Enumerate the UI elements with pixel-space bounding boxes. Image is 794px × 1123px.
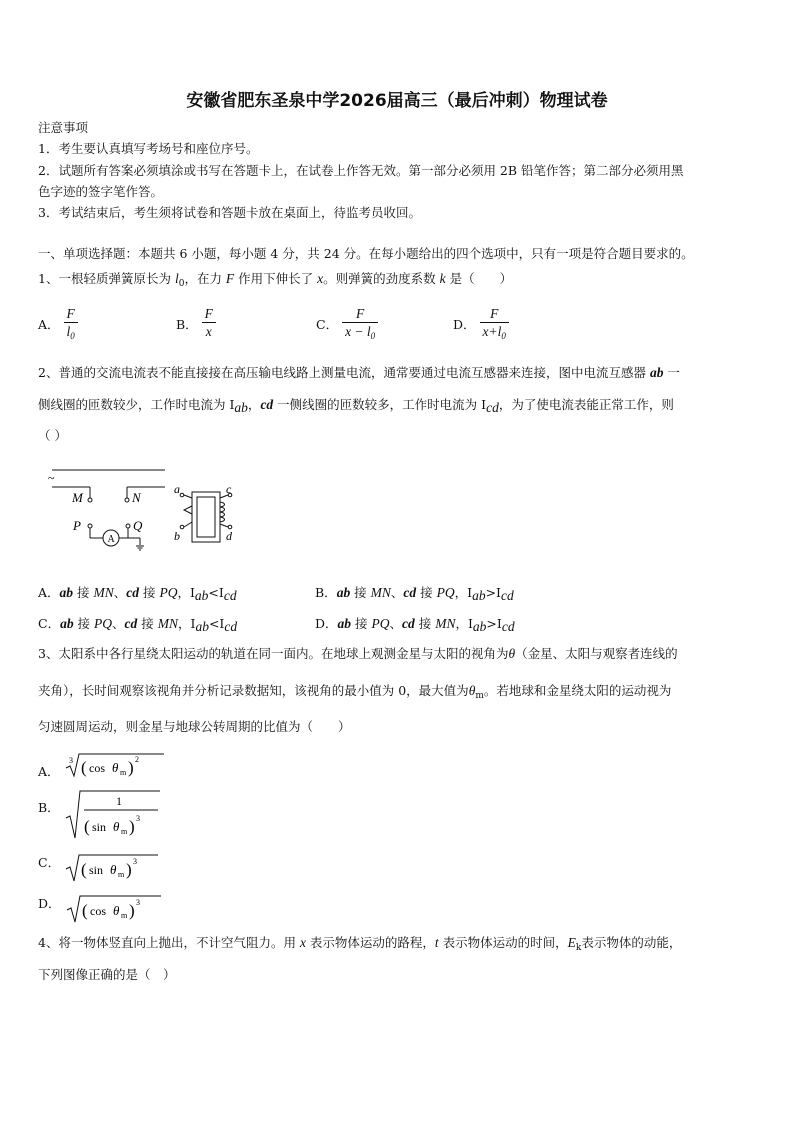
q2-text: 侧线圈的匝数较少，工作时电流为 I: [38, 397, 235, 412]
q3-text: 3、太阳系中各行星绕太阳运动的轨道在同一面内。在地球上观测金星与太阳的视角为: [38, 646, 509, 661]
q3-text: 夹角），长时间观察该视角并分析记录数据知，该视角的最小值为 0，最大值为: [38, 683, 469, 698]
sub-m: m: [120, 911, 127, 920]
question-4-stem-line-2: 下列图像正确的是（ ）: [38, 967, 176, 982]
opt-text: 、: [113, 585, 127, 600]
opt-text: 接: [73, 616, 95, 631]
q4-var-e: E: [567, 935, 576, 950]
option-label: D．: [315, 616, 338, 631]
label-d: d: [226, 529, 232, 543]
opt-text: 、: [112, 616, 125, 631]
denominator: x − l: [345, 324, 371, 339]
q1-text: 。则弹簧的劲度系数: [323, 271, 440, 286]
opt-word: PQ: [94, 616, 113, 631]
power: 3: [133, 857, 138, 866]
opt-word: ab: [60, 616, 74, 631]
func-name: sin: [91, 820, 106, 834]
opt-word: PQ: [436, 585, 455, 600]
label-m: M: [72, 490, 83, 505]
opt-text: 接: [414, 616, 436, 631]
opt-text: 接: [350, 585, 371, 600]
opt-word: PQ: [159, 585, 178, 600]
q3-option-d: [38, 892, 175, 924]
sub-m: m: [118, 870, 125, 879]
opt-relation: >I: [486, 616, 502, 631]
option-label: B．: [38, 799, 60, 815]
fraction: [342, 306, 378, 345]
q2-text: 一: [663, 365, 680, 380]
q1-var-l: l: [174, 271, 179, 286]
q4-var-t: t: [434, 935, 439, 950]
paren-open: (: [83, 817, 90, 836]
power: 3: [135, 814, 140, 823]
question-3-stem-line-1: [38, 645, 758, 663]
opt-word: ab: [336, 585, 351, 600]
notice-item-2: 2．试题所有答案必须填涂或书写在答题卡上，在试卷上作答无效。第一部分必须用 2B 铅笔作答；第二部分必须用黑: [38, 163, 684, 178]
power: 3: [135, 898, 140, 907]
q1-text: 是（ ）: [445, 271, 513, 286]
q1-text: 1、一根轻质弹簧原长为: [38, 271, 175, 286]
notice-item-1: 1．考生要认真填写考场号和座位序号。: [38, 141, 259, 156]
q1-var-x: x: [317, 271, 324, 286]
label-c: c: [226, 482, 232, 496]
paren-close: ): [128, 901, 135, 920]
fraction: [202, 306, 216, 345]
denominator-sub: 0: [70, 331, 75, 341]
opt-word: cd: [124, 616, 138, 631]
q2-sub-ab: ab: [234, 400, 248, 415]
opt-word: cd: [126, 585, 139, 600]
label-n: N: [132, 490, 141, 505]
opt-text: 接: [137, 616, 158, 631]
opt-relation: <I: [208, 616, 225, 631]
option-label: B．: [176, 317, 198, 332]
question-1-stem: [38, 270, 758, 293]
q2-text: ，: [247, 397, 261, 412]
question-2-stem-line-2: [38, 396, 758, 417]
paren-close: ): [127, 758, 134, 777]
opt-sub: cd: [224, 619, 238, 634]
opt-sub: ab: [472, 588, 486, 603]
q2-text: 一侧线圈的匝数较多，工作时电流为 I: [273, 397, 487, 412]
transformer-circuit-diagram: [40, 462, 250, 562]
label-b: b: [174, 529, 180, 543]
sqrt-expression: [65, 892, 175, 924]
opt-text: ，I: [178, 616, 196, 631]
opt-sub: ab: [194, 588, 209, 603]
q2-sub-cd: cd: [486, 400, 499, 415]
q3-text: （金星、太阳与观察者连线的: [515, 646, 678, 661]
q2-text: ，为了使电流表能正常工作，则: [498, 397, 674, 412]
opt-word: cd: [403, 585, 417, 600]
func-name: cos: [89, 904, 106, 918]
cube-root-expression: [64, 748, 174, 780]
q1-sub: 0: [178, 279, 185, 289]
q2-option-a: [38, 583, 237, 604]
opt-word: MN: [370, 585, 391, 600]
terminal-n: [125, 498, 129, 502]
func-name: cos: [88, 761, 105, 775]
q1-text: 作用下伸长了: [234, 271, 318, 286]
option-label: C．: [316, 317, 339, 332]
sqrt-fraction-expression: [64, 788, 174, 840]
q3-option-a: [38, 748, 174, 780]
q3-text: 。若地球和金星绕太阳的运动视为: [483, 683, 672, 698]
section-1-heading: 一、单项选择题：本题共 6 小题，每小题 4 分，共 24 分。在每小题给出的四个选项中，只有一项是符合题目要求的。: [38, 246, 694, 261]
label-ac-source: ~: [48, 471, 55, 485]
option-label: B．: [315, 585, 337, 600]
theta: θ: [112, 903, 119, 918]
opt-text: 接: [73, 585, 94, 600]
opt-text: 、: [390, 585, 404, 600]
opt-word: MN: [157, 616, 178, 631]
option-label: A．: [38, 763, 60, 779]
q1-option-b: [176, 306, 216, 345]
q4-sub-k: k: [575, 943, 582, 953]
numerator: F: [202, 306, 216, 323]
sub-m: m: [119, 768, 126, 777]
opt-text: 接: [351, 616, 372, 631]
opt-text: 接: [139, 585, 160, 600]
q1-option-c: [316, 306, 378, 345]
opt-sub: ab: [472, 619, 487, 634]
opt-sub: cd: [500, 588, 514, 603]
power: 2: [134, 755, 139, 764]
theta: θ: [112, 819, 120, 834]
label-q: Q: [133, 518, 143, 533]
func-name: sin: [89, 863, 104, 877]
terminal-p: [88, 524, 92, 528]
theta: θ: [111, 760, 118, 775]
denominator: x+l: [482, 324, 502, 339]
exam-title: 安徽省肥东圣泉中学2026届高三（最后冲刺）物理试卷: [186, 91, 608, 111]
paren-open: (: [80, 758, 87, 777]
fraction: [480, 306, 509, 345]
label-a: a: [174, 482, 180, 496]
opt-word: ab: [59, 585, 74, 600]
q1-option-a: [38, 306, 78, 345]
numerator: F: [480, 306, 509, 323]
sqrt-expression: [64, 851, 174, 883]
opt-text: 接: [416, 585, 437, 600]
opt-sub: cd: [223, 588, 237, 603]
denominator-sub: 0: [370, 331, 376, 341]
option-label: C．: [38, 854, 61, 870]
opt-relation: >I: [485, 585, 501, 600]
terminal-q: [126, 524, 130, 528]
opt-word: PQ: [371, 616, 390, 631]
fraction: [64, 306, 78, 345]
q2-text: 2、普通的交流电流表不能直接接在高压输电线路上测量电流，通常要通过电流互感器来连接，图中电流互感器: [38, 365, 650, 380]
question-2-stem-line-3: （ ）: [38, 428, 67, 443]
denominator-sub: 0: [501, 331, 506, 341]
paren-close: ): [126, 860, 132, 879]
opt-sub: cd: [501, 619, 515, 634]
paren-open: (: [81, 901, 88, 920]
question-3-stem-line-2: [38, 682, 758, 705]
opt-word: ab: [337, 616, 352, 631]
denominator: x: [205, 324, 212, 339]
opt-word: MN: [93, 585, 114, 600]
option-label: A．: [38, 317, 60, 332]
q2-var-cd: cd: [260, 397, 274, 412]
opt-relation: <I: [208, 585, 224, 600]
q3-sub-m: m: [475, 691, 484, 701]
terminal-b: [180, 525, 184, 529]
opt-word: cd: [402, 616, 415, 631]
terminal-m: [88, 498, 92, 502]
q3-theta: θ: [508, 646, 516, 661]
q2-option-b: [315, 583, 514, 604]
q4-text: 4、将一物体竖直向上抛出，不计空气阻力。用: [38, 935, 300, 950]
q4-var-x: x: [299, 935, 306, 950]
q4-text: 表示物体运动的路程，: [305, 935, 435, 950]
q2-var-ab: ab: [649, 365, 664, 380]
theta: θ: [110, 862, 117, 877]
numerator: F: [64, 306, 78, 323]
opt-word: MN: [435, 616, 456, 631]
option-label: D．: [38, 895, 61, 911]
q1-option-d: [453, 306, 509, 345]
paren-close: ): [128, 817, 135, 836]
opt-text: ，I: [455, 616, 473, 631]
q1-var-k: k: [439, 271, 446, 286]
q2-option-d: [315, 614, 515, 635]
q1-text: ，在力: [184, 271, 226, 286]
numerator: 1: [115, 794, 122, 808]
denominator: l: [66, 324, 71, 339]
question-2-stem-line-1: [38, 364, 758, 382]
q3-option-b: [38, 788, 174, 840]
terminal-a: [180, 493, 184, 497]
option-label: D．: [453, 317, 476, 332]
label-p: P: [73, 518, 81, 533]
q1-var-f: F: [225, 271, 235, 286]
label-ammeter: A: [107, 534, 115, 545]
question-4-stem-line-1: [38, 934, 758, 957]
option-label: C．: [38, 616, 61, 631]
q2-option-c: [38, 614, 237, 635]
core-outer: [192, 492, 220, 542]
opt-text: ，I: [177, 585, 195, 600]
opt-text: 、: [389, 616, 402, 631]
opt-text: ，I: [454, 585, 473, 600]
q3-theta: θ: [468, 683, 476, 698]
core-inner: [197, 497, 215, 537]
notice-heading: 注意事项: [38, 120, 89, 135]
notice-item-3: 3．考试结束后，考生须将试卷和答题卡放在桌面上，待监考员收回。: [38, 205, 421, 220]
option-label: A．: [38, 585, 60, 600]
q3-option-c: [38, 851, 174, 883]
root-index: 3: [68, 756, 73, 765]
q4-text: 表示物体运动的时间，: [438, 935, 568, 950]
paren-open: (: [81, 860, 87, 879]
sub-m: m: [120, 827, 127, 836]
opt-sub: ab: [195, 619, 209, 634]
coil-cd: [220, 495, 228, 527]
question-3-stem-line-3: 匀速圆周运动，则金星与地球公转周期的比值为（ ）: [38, 719, 351, 734]
numerator: F: [342, 306, 378, 323]
coil-ab: [184, 495, 192, 527]
notice-item-2-cont: 色字迹的签字笔作答。: [38, 184, 164, 199]
q4-text: 表示物体的动能，: [581, 935, 682, 950]
